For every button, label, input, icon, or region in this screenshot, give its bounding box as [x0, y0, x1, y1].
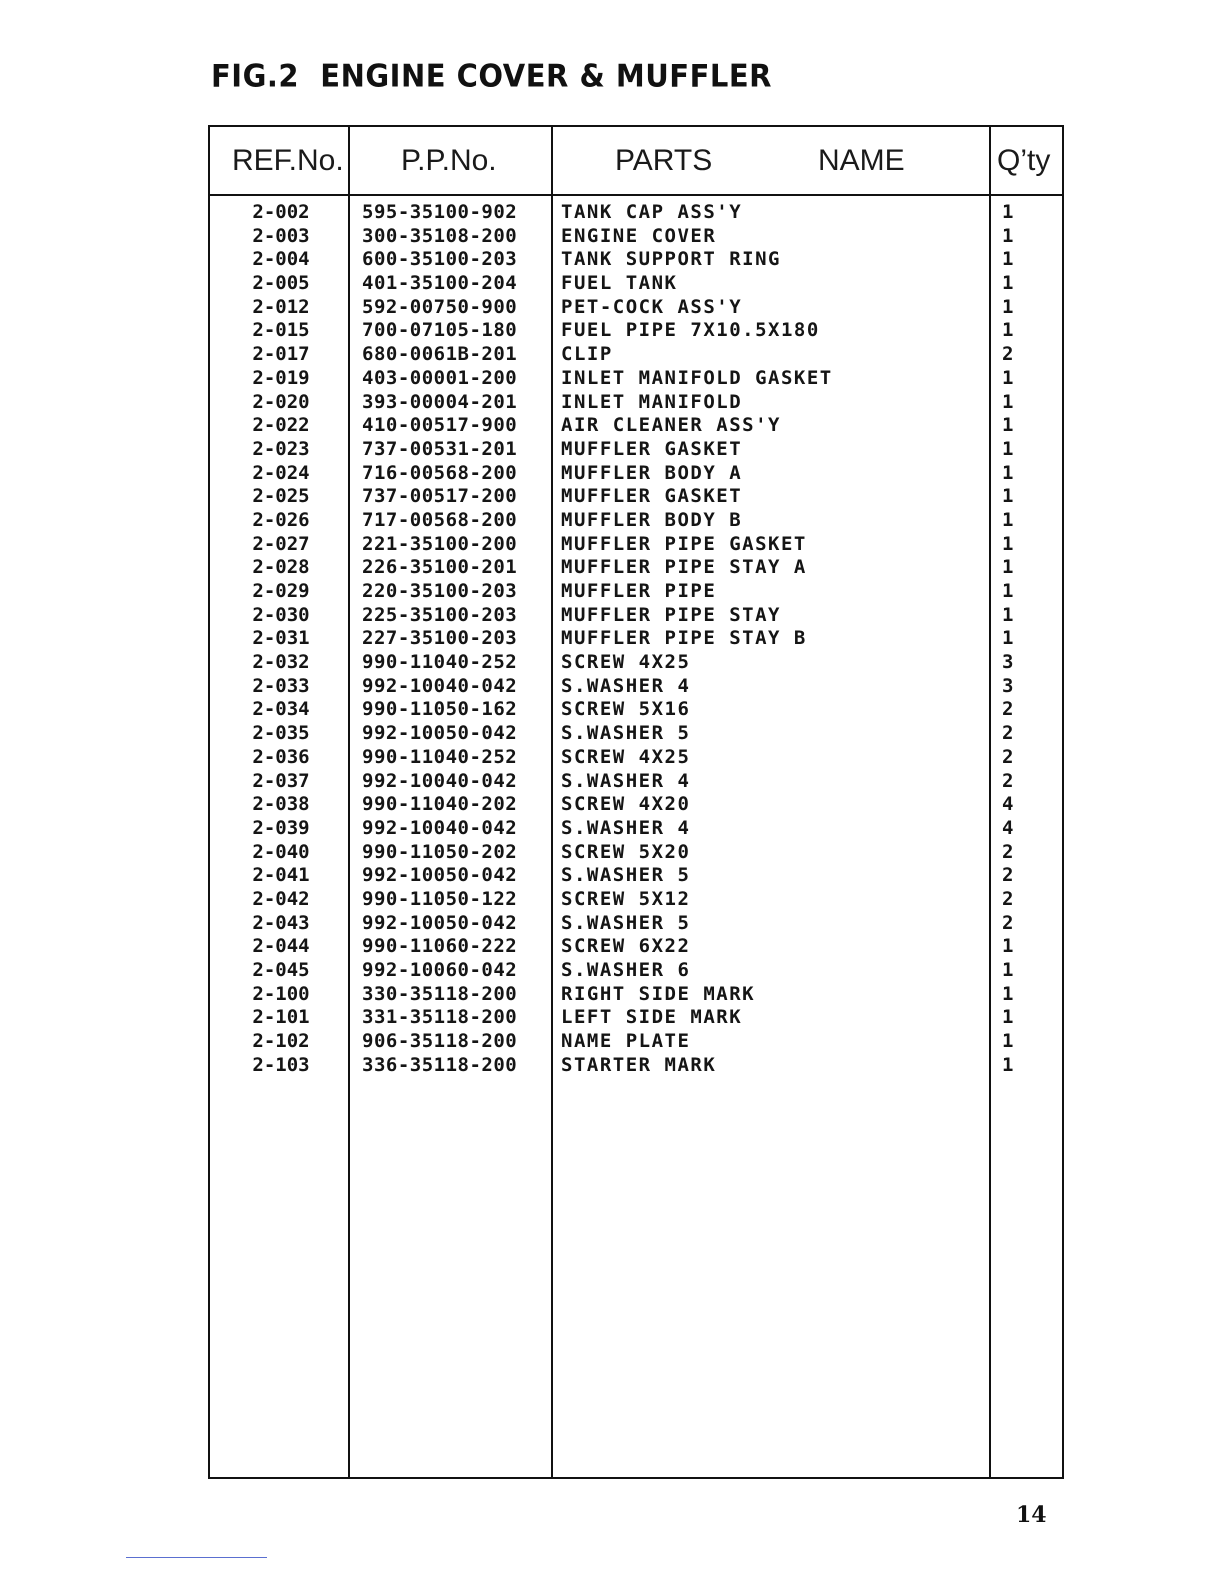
qty-cell: 2	[1002, 769, 1014, 792]
ref-no-cell: 2-045	[252, 959, 310, 981]
ref-no-cell: 2-036	[252, 745, 310, 768]
table-row	[210, 580, 1062, 604]
pp-no-cell: 717-00568-200	[362, 508, 518, 531]
qty-cell: 2	[1002, 745, 1014, 768]
header-parts: PARTS	[615, 144, 713, 177]
ref-no-cell: 2-005	[252, 272, 310, 295]
table-row	[210, 722, 1062, 746]
pp-no-cell: 992-10040-042	[362, 769, 518, 792]
qty-cell: 1	[1002, 935, 1014, 958]
qty-cell: 1	[1002, 390, 1014, 413]
ref-no-cell: 2-019	[252, 366, 310, 389]
table-row	[210, 201, 1062, 225]
ref-no-cell: 2-035	[252, 722, 310, 745]
qty-cell: 2	[1002, 864, 1014, 887]
pp-no-cell: 330-35118-200	[362, 982, 518, 1005]
ref-no-cell: 2-003	[252, 224, 310, 247]
page-title: FIG.2 ENGINE COVER & MUFFLER	[211, 58, 773, 95]
ref-no-cell: 2-034	[252, 698, 310, 721]
ref-no-cell: 2-023	[252, 437, 310, 460]
part-name-cell: SCREW 4X25	[561, 651, 691, 674]
table-row	[210, 343, 1062, 367]
part-name-cell: FUEL TANK	[561, 272, 678, 295]
ref-no-cell: 2-103	[252, 1053, 310, 1076]
pp-no-cell: 336-35118-200	[362, 1053, 518, 1076]
ref-no-cell: 2-032	[252, 651, 310, 674]
ref-no-cell: 2-043	[252, 911, 310, 934]
table-row	[210, 651, 1062, 675]
pp-no-cell: 737-00517-200	[362, 485, 518, 508]
qty-cell: 1	[1002, 248, 1014, 271]
pp-no-cell: 992-10040-042	[362, 816, 518, 839]
pp-no-cell: 595-35100-902	[362, 201, 518, 223]
page-number: 14	[1016, 1502, 1047, 1528]
pp-no-cell: 592-00750-900	[362, 295, 518, 318]
ref-no-cell: 2-031	[252, 627, 310, 650]
pp-no-cell: 226-35100-201	[362, 556, 518, 579]
table-row	[210, 817, 1062, 841]
part-name-cell: SCREW 6X22	[561, 935, 691, 958]
table-row	[210, 959, 1062, 983]
ref-no-cell: 2-012	[252, 295, 310, 318]
table-row	[210, 935, 1062, 959]
header-divider	[210, 194, 1062, 196]
part-name-cell: SCREW 5X12	[561, 887, 691, 910]
table-row	[210, 556, 1062, 580]
qty-cell: 2	[1002, 722, 1014, 745]
part-name-cell: MUFFLER PIPE STAY	[561, 603, 781, 626]
part-name-cell: MUFFLER PIPE STAY A	[561, 556, 807, 579]
qty-cell: 1	[1002, 1030, 1014, 1053]
pp-no-cell: 990-11040-202	[362, 793, 518, 816]
qty-cell: 3	[1002, 651, 1014, 674]
pp-no-cell: 220-35100-203	[362, 580, 518, 602]
ref-no-cell: 2-004	[252, 248, 310, 271]
table-row	[210, 888, 1062, 912]
qty-cell: 1	[1002, 532, 1014, 555]
pp-no-cell: 990-11060-222	[362, 935, 518, 958]
ref-no-cell: 2-033	[252, 674, 310, 697]
qty-cell: 1	[1002, 201, 1014, 223]
qty-cell: 1	[1002, 224, 1014, 247]
qty-cell: 4	[1002, 793, 1014, 816]
pp-no-cell: 990-11050-162	[362, 698, 518, 721]
qty-cell: 3	[1002, 674, 1014, 697]
qty-cell: 4	[1002, 816, 1014, 839]
ref-no-cell: 2-044	[252, 935, 310, 958]
part-name-cell: S.WASHER 5	[561, 722, 691, 745]
table-row	[210, 912, 1062, 936]
ref-no-cell: 2-029	[252, 580, 310, 602]
pp-no-cell: 227-35100-203	[362, 627, 518, 650]
ref-no-cell: 2-100	[252, 982, 310, 1005]
pp-no-cell: 393-00004-201	[362, 390, 518, 413]
parts-table	[208, 125, 1064, 1479]
ref-no-cell: 2-026	[252, 508, 310, 531]
part-name-cell: SCREW 5X20	[561, 840, 691, 863]
pp-no-cell: 990-11040-252	[362, 651, 518, 674]
table-row	[210, 438, 1062, 462]
table-row	[210, 485, 1062, 509]
table-row	[210, 627, 1062, 651]
qty-cell: 1	[1002, 414, 1014, 437]
ref-no-cell: 2-002	[252, 201, 310, 223]
part-name-cell: S.WASHER 6	[561, 959, 691, 981]
pp-no-cell: 737-00531-201	[362, 437, 518, 460]
part-name-cell: MUFFLER PIPE GASKET	[561, 532, 807, 555]
table-row	[210, 1054, 1062, 1078]
part-name-cell: MUFFLER PIPE	[561, 580, 717, 602]
ref-no-cell: 2-037	[252, 769, 310, 792]
part-name-cell: NAME PLATE	[561, 1030, 691, 1053]
ref-no-cell: 2-039	[252, 816, 310, 839]
ref-no-cell: 2-102	[252, 1030, 310, 1053]
bottom-rule	[126, 1557, 267, 1558]
pp-no-cell: 401-35100-204	[362, 272, 518, 295]
header-qty: Q’ty	[997, 144, 1051, 177]
part-name-cell: SCREW 4X20	[561, 793, 691, 816]
part-name-cell: MUFFLER GASKET	[561, 437, 743, 460]
qty-cell: 1	[1002, 1053, 1014, 1076]
part-name-cell: S.WASHER 4	[561, 769, 691, 792]
qty-cell: 1	[1002, 556, 1014, 579]
qty-cell: 2	[1002, 840, 1014, 863]
part-name-cell: AIR CLEANER ASS'Y	[561, 414, 781, 437]
qty-cell: 1	[1002, 959, 1014, 981]
table-row	[210, 1006, 1062, 1030]
pp-no-cell: 992-10040-042	[362, 674, 518, 697]
qty-cell: 1	[1002, 366, 1014, 389]
ref-no-cell: 2-028	[252, 556, 310, 579]
part-name-cell: ENGINE COVER	[561, 224, 717, 247]
ref-no-cell: 2-030	[252, 603, 310, 626]
table-row	[210, 841, 1062, 865]
table-row	[210, 533, 1062, 557]
table-row	[210, 604, 1062, 628]
table-row	[210, 296, 1062, 320]
table-row	[210, 509, 1062, 533]
table-row	[210, 746, 1062, 770]
table-row	[210, 319, 1062, 343]
qty-cell: 1	[1002, 319, 1014, 342]
table-row	[210, 414, 1062, 438]
table-row	[210, 793, 1062, 817]
ref-no-cell: 2-040	[252, 840, 310, 863]
qty-cell: 1	[1002, 1006, 1014, 1029]
header-name: NAME	[818, 144, 905, 177]
pp-no-cell: 990-11050-122	[362, 887, 518, 910]
qty-cell: 2	[1002, 887, 1014, 910]
part-name-cell: LEFT SIDE MARK	[561, 1006, 743, 1029]
part-name-cell: STARTER MARK	[561, 1053, 717, 1076]
table-row	[210, 698, 1062, 722]
pp-no-cell: 221-35100-200	[362, 532, 518, 555]
part-name-cell: CLIP	[561, 343, 613, 366]
pp-no-cell: 300-35108-200	[362, 224, 518, 247]
table-row	[210, 248, 1062, 272]
pp-no-cell: 700-07105-180	[362, 319, 518, 342]
qty-cell: 1	[1002, 485, 1014, 508]
qty-cell: 1	[1002, 982, 1014, 1005]
part-name-cell: SCREW 4X25	[561, 745, 691, 768]
qty-cell: 2	[1002, 911, 1014, 934]
pp-no-cell: 716-00568-200	[362, 461, 518, 484]
part-name-cell: FUEL PIPE 7X10.5X180	[561, 319, 820, 342]
part-name-cell: S.WASHER 5	[561, 911, 691, 934]
ref-no-cell: 2-015	[252, 319, 310, 342]
pp-no-cell: 410-00517-900	[362, 414, 518, 437]
table-row	[210, 770, 1062, 794]
pp-no-cell: 992-10060-042	[362, 959, 518, 981]
qty-cell: 1	[1002, 580, 1014, 602]
ref-no-cell: 2-022	[252, 414, 310, 437]
part-name-cell: SCREW 5X16	[561, 698, 691, 721]
ref-no-cell: 2-027	[252, 532, 310, 555]
pp-no-cell: 225-35100-203	[362, 603, 518, 626]
qty-cell: 2	[1002, 698, 1014, 721]
qty-cell: 1	[1002, 461, 1014, 484]
ref-no-cell: 2-024	[252, 461, 310, 484]
part-name-cell: S.WASHER 4	[561, 674, 691, 697]
ref-no-cell: 2-041	[252, 864, 310, 887]
pp-no-cell: 990-11040-252	[362, 745, 518, 768]
qty-cell: 1	[1002, 437, 1014, 460]
ref-no-cell: 2-020	[252, 390, 310, 413]
table-row	[210, 272, 1062, 296]
part-name-cell: TANK CAP ASS'Y	[561, 201, 743, 223]
pp-no-cell: 992-10050-042	[362, 722, 518, 745]
part-name-cell: INLET MANIFOLD	[561, 390, 743, 413]
part-name-cell: PET-COCK ASS'Y	[561, 295, 743, 318]
part-name-cell: RIGHT SIDE MARK	[561, 982, 756, 1005]
pp-no-cell: 403-00001-200	[362, 366, 518, 389]
qty-cell: 1	[1002, 508, 1014, 531]
table-row	[210, 983, 1062, 1007]
pp-no-cell: 992-10050-042	[362, 911, 518, 934]
table-row	[210, 864, 1062, 888]
header-ref-no: REF.No.	[232, 144, 344, 177]
table-row	[210, 225, 1062, 249]
pp-no-cell: 680-0061B-201	[362, 343, 518, 366]
part-name-cell: MUFFLER GASKET	[561, 485, 743, 508]
part-name-cell: TANK SUPPORT RING	[561, 248, 781, 271]
qty-cell: 1	[1002, 272, 1014, 295]
part-name-cell: MUFFLER BODY B	[561, 508, 743, 531]
part-name-cell: S.WASHER 5	[561, 864, 691, 887]
qty-cell: 2	[1002, 343, 1014, 366]
parts-list	[210, 201, 1062, 1077]
ref-no-cell: 2-017	[252, 343, 310, 366]
ref-no-cell: 2-038	[252, 793, 310, 816]
table-row	[210, 462, 1062, 486]
table-row	[210, 391, 1062, 415]
part-name-cell: MUFFLER BODY A	[561, 461, 743, 484]
table-row	[210, 675, 1062, 699]
part-name-cell: S.WASHER 4	[561, 816, 691, 839]
table-row	[210, 1030, 1062, 1054]
part-name-cell: MUFFLER PIPE STAY B	[561, 627, 807, 650]
ref-no-cell: 2-042	[252, 887, 310, 910]
pp-no-cell: 600-35100-203	[362, 248, 518, 271]
pp-no-cell: 992-10050-042	[362, 864, 518, 887]
ref-no-cell: 2-025	[252, 485, 310, 508]
pp-no-cell: 331-35118-200	[362, 1006, 518, 1029]
qty-cell: 1	[1002, 603, 1014, 626]
header-pp-no: P.P.No.	[401, 144, 497, 177]
table-row	[210, 367, 1062, 391]
ref-no-cell: 2-101	[252, 1006, 310, 1029]
qty-cell: 1	[1002, 627, 1014, 650]
pp-no-cell: 906-35118-200	[362, 1030, 518, 1053]
part-name-cell: INLET MANIFOLD GASKET	[561, 366, 833, 389]
qty-cell: 1	[1002, 295, 1014, 318]
pp-no-cell: 990-11050-202	[362, 840, 518, 863]
